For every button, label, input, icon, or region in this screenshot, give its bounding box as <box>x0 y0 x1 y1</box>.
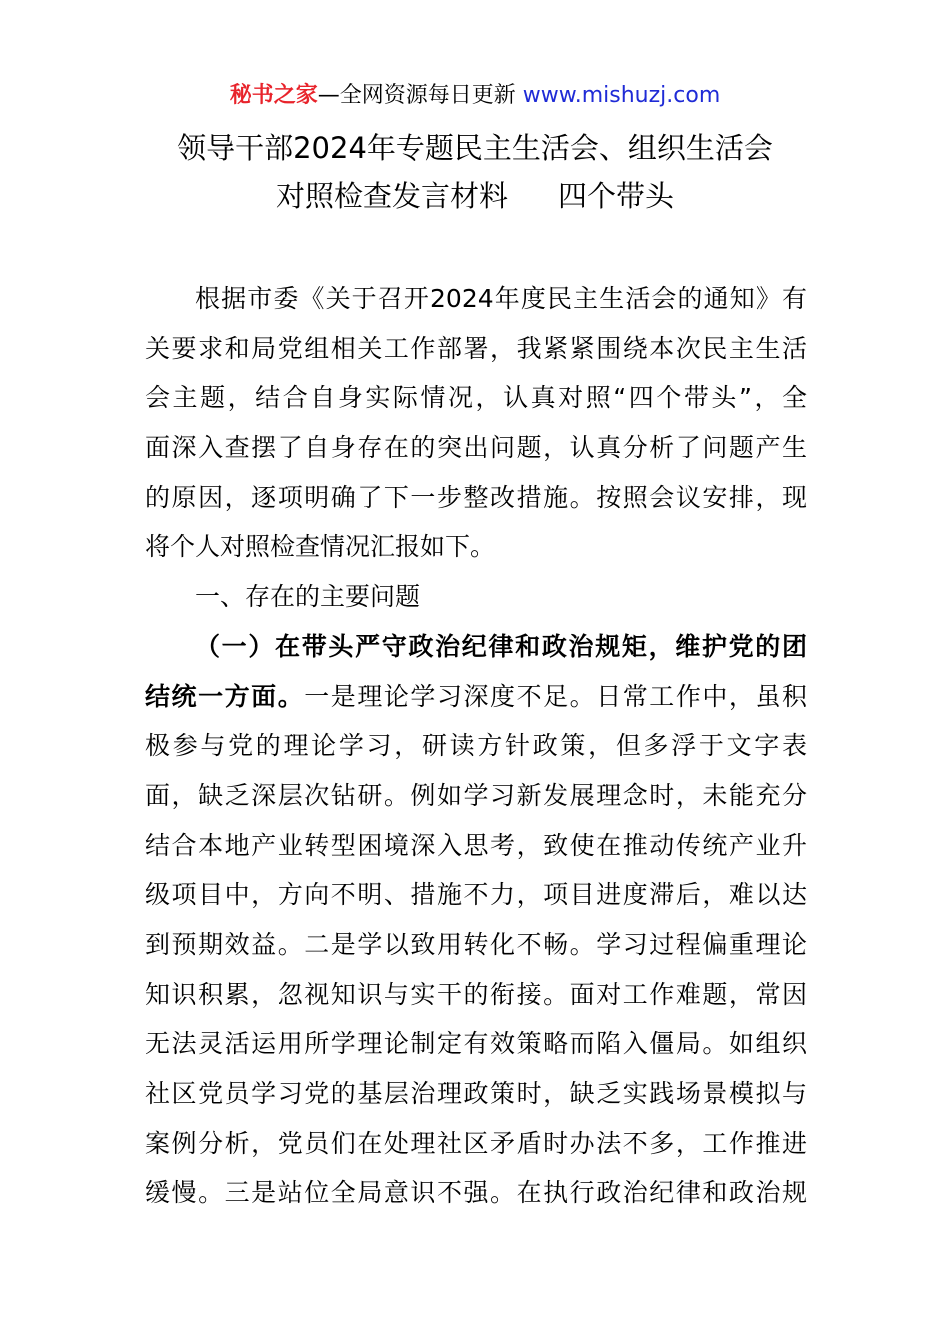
document-title-main: 对照检查发言材料 <box>275 179 508 213</box>
subsection-heading-end: 结统一方面。 <box>145 681 305 711</box>
subsection-line <box>145 672 807 722</box>
subsection-heading: （一）在带头严守政治纪律和政治规矩，维护党的团 <box>195 631 807 661</box>
subsection-line: 知识积累，忽视知识与实干的衔接。面对工作难题，常因 <box>145 979 807 1009</box>
brand-name: 秘书之家 <box>229 83 318 108</box>
document-body <box>145 274 807 1218</box>
subsection-line: 面，缺乏深层次钻研。例如学习新发展理念时，未能充分 <box>145 780 807 810</box>
document-title-subject: 四个带头 <box>558 179 675 213</box>
subsection-line: 缓慢。三是站位全局意识不强。在执行政治纪律和政治规 <box>145 1178 807 1208</box>
site-header <box>0 80 950 112</box>
subsection-line: 到预期效益。二是学以致用转化不畅。学习过程偏重理论 <box>145 929 807 959</box>
subsection-text: 一是理论学习深度不足。日常工作中，虽积 <box>304 681 807 711</box>
intro-line: 将个人对照检查情况汇报如下。 <box>145 532 496 562</box>
intro-line: 会主题，结合自身实际情况，认真对照“四个带头”，全 <box>145 383 807 413</box>
subsection-line: 结合本地产业转型困境深入思考，致使在推动传统产业升 <box>145 830 807 860</box>
document-title-line-1: 领导干部2024年专题民主生活会、组织生活会 <box>177 131 773 165</box>
header-tagline: —全网资源每日更新 <box>317 83 516 108</box>
subsection-line: 级项目中，方向不明、措施不力，项目进度滞后，难以达 <box>145 880 807 910</box>
subsection-line: 社区党员学习党的基层治理政策时，缺乏实践场景模拟与 <box>145 1079 807 1108</box>
subsection-line: 无法灵活运用所学理论制定有效策略而陷入僵局。如组织 <box>145 1029 807 1059</box>
document-title-line-2 <box>0 174 950 218</box>
subsection-line: 案例分析，党员们在处理社区矛盾时办法不多，工作推进 <box>145 1128 807 1158</box>
intro-line: 根据市委《关于召开2024年度民主生活会的通知》有 <box>195 284 807 313</box>
intro-line: 的原因，逐项明确了下一步整改措施。按照会议安排，现 <box>145 482 807 512</box>
site-url-link[interactable]: www.mishuzj.com <box>522 83 721 108</box>
subsection-line: 极参与党的理论学习，研读方针政策，但多浮于文字表 <box>145 731 807 761</box>
intro-line: 面深入查摆了自身存在的突出问题，认真分析了问题产生 <box>145 433 807 463</box>
section-heading: 一、存在的主要问题 <box>195 582 421 612</box>
intro-line: 关要求和局党组相关工作部署，我紧紧围绕本次民主生活 <box>145 333 807 363</box>
